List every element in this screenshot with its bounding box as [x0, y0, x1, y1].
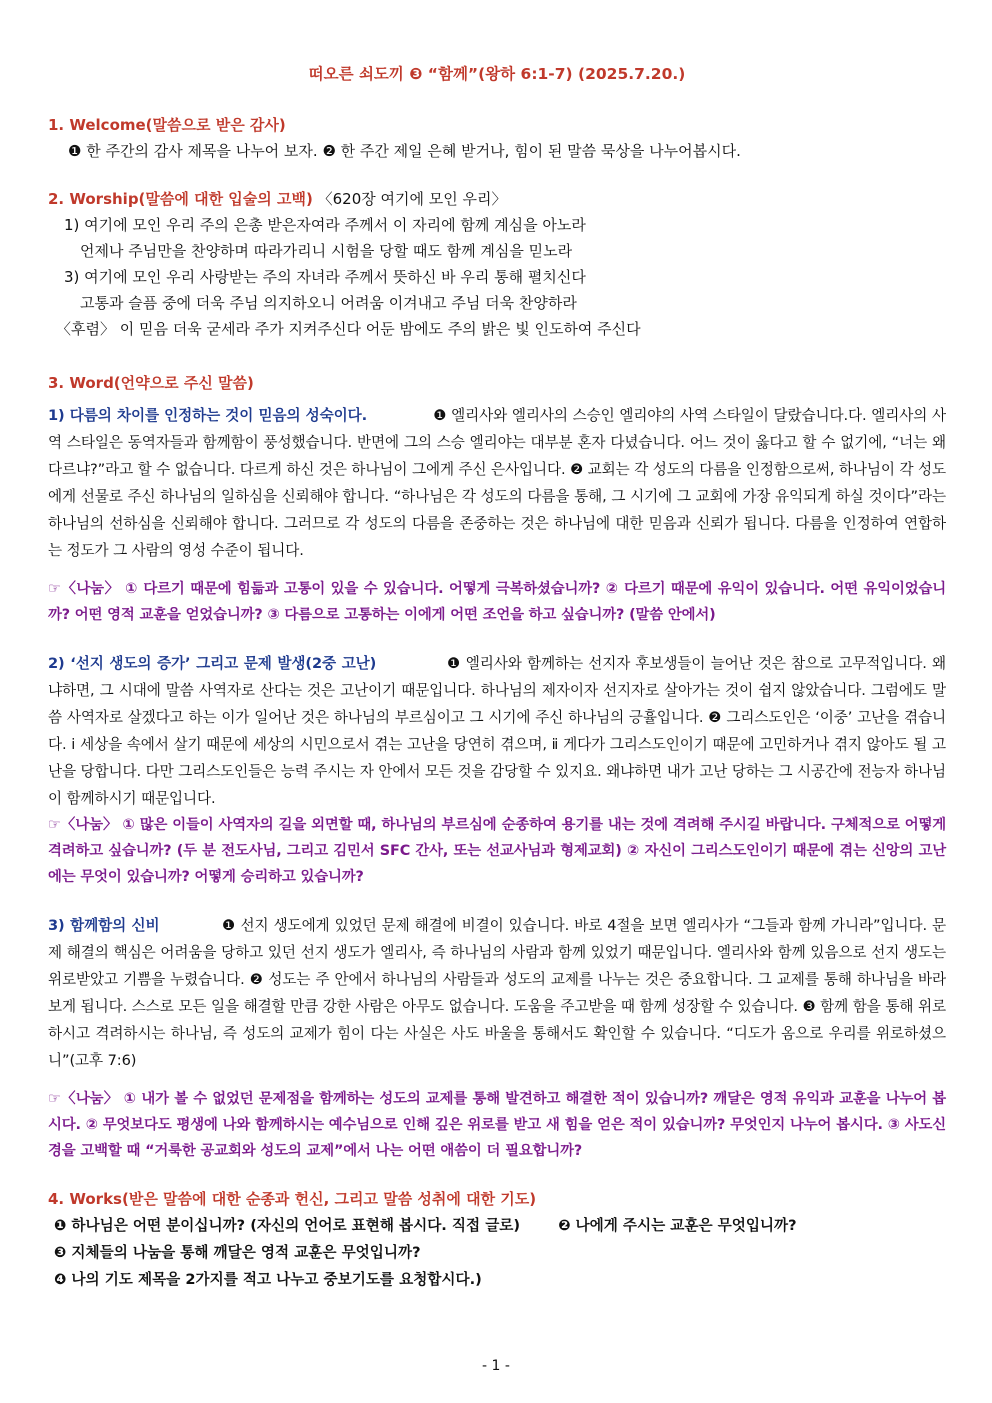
hymn-title: 〈620장 여기에 모인 우리〉 — [312, 190, 507, 208]
hymn-line: 1) 여기에 모인 우리 주의 은총 받은자여라 주께서 이 자리에 함께 계심을 아노라 — [64, 216, 586, 234]
point-title: 2) ‘선지 생도의 증가’ 그리고 문제 발생(2중 고난) — [48, 655, 377, 672]
word-point-2 — [48, 650, 946, 890]
point-body: ❶ 엘리사와 엘리사의 스승인 엘리야의 사역 스타일이 달랐습니다.다. 엘리사의 사역 스타일은 동역자들과 함께함이 풍성했습니다. 반면에 그의 스승 엘리야는 대부분 혼자 다녔습니다. 어느 것이 옳다고 할 수 없기에, “너는 왜 다르냐?”라고 할 수 없습니다. 다르게 하신 것은 하나님이 그에게 주신 은사입니다. ❷ 교회는 각 성도의 다름을 인정함으로써, 하나님이 각 성도에게 선물로 주신 하나님의 일하심을 신뢰해야 합니다. “하나님은 각 성도의 다름을 통해, 그 시기에 그 교회에 가장 유익되게 하실 것이다”라는 하나님의 선하심을 신뢰해야 합니다. 그러므로 각 성도의 다름을 존중하는 것은 하나님에 대한 믿음과 신뢰가 됩니다. 다름을 인정하여 연합하는 정도가 그 사람의 영성 수준이 됩니다. — [48, 407, 946, 559]
works-heading: 4. Works(받은 말씀에 대한 순종과 헌신, 그리고 말씀 성취에 대한 기도) — [48, 1190, 537, 1208]
point-paragraph — [48, 650, 946, 812]
document-page — [48, 62, 946, 1293]
works-item: ❹ 나의 기도 제목을 2가지를 적고 나누고 중보기도를 요청합시다.) — [54, 1271, 482, 1288]
point-title: 3) 함께함의 신비 — [48, 917, 160, 934]
welcome-text: ❶ 한 주간의 감사 제목을 나누어 보자. ❷ 한 주간 제일 은혜 받거나, 힘이 된 말씀 묵상을 나누어봅시다. — [68, 142, 741, 160]
point-paragraph — [48, 402, 946, 564]
point-paragraph — [48, 912, 946, 1074]
page-number: - 1 - — [482, 1358, 510, 1374]
section-worship — [48, 186, 946, 342]
point-title: 1) 다름의 차이를 인정하는 것이 믿음의 성숙이다. — [48, 407, 368, 424]
sharing-questions: ☞〈나눔〉 ① 다르기 때문에 힘듦과 고통이 있을 수 있습니다. 어떻게 극복하셨습니까? ② 다르기 때문에 유익이 있습니다. 어떤 유익이었습니까? 어떤 영적 교훈을 얻었습니까? ③ 다름으로 고통하는 이에게 어떤 조언을 하고 싶습니까? (말씀 안에서) — [48, 581, 946, 623]
section-word — [48, 370, 946, 1164]
worship-heading: 2. Worship(말씀에 대한 입술의 고백) — [48, 190, 313, 208]
works-row — [48, 1212, 946, 1239]
word-point-1 — [48, 402, 946, 628]
hymn-line: 언제나 주님만을 찬양하며 따라가리니 시험을 당할 때도 함께 계심을 믿노라 — [80, 242, 573, 260]
section-works — [48, 1186, 946, 1293]
hymn-line: 3) 여기에 모인 우리 사랑받는 주의 자녀라 주께서 뜻하신 바 우리 통해 펼치신다 — [64, 268, 586, 286]
section-welcome — [48, 112, 946, 164]
worship-heading-line — [48, 186, 946, 212]
works-item: ❷ 나에게 주시는 교훈은 무엇입니까? — [558, 1217, 797, 1234]
point-body: ❶ 엘리사와 함께하는 선지자 후보생들이 늘어난 것은 참으로 고무적입니다. 왜냐하면, 그 시대에 말씀 사역자로 산다는 것은 고난이기 때문입니다. 하나님의 제자이자 선지자로 살아가는 것이 쉽지 않았습니다. 그럼에도 말씀 사역자로 살겠다고 하는 이가 일어난 것은 하나님의 부르심이고 그 시기에 주신 하나님의 긍휼입니다. ❷ 그리스도인은 ‘이중’ 고난을 겪습니다. ⅰ 세상을 속에서 살기 때문에 세상의 시민으로서 겪는 고난을 당연히 겪으며, ⅱ 게다가 그리스도인이기 때문에 고민하거나 겪지 않아도 될 고난을 당합니다. 다만 그리스도인들은 능력 주시는 자 안에서 모든 것을 감당할 수 있지요. 왜냐하면 내가 고난 당하는 그 시공간에 전능자 하나님이 함께하시기 때문입니다. — [48, 655, 946, 807]
sharing-questions: ☞〈나눔〉 ① 내가 볼 수 없었던 문제점을 함께하는 성도의 교제를 통해 발견하고 해결한 적이 있습니까? 깨달은 영적 유익과 교훈을 나누어 봅시다. ② 무엇보다도 평생에 나와 함께하시는 예수님으로 인해 깊은 위로를 받고 새 힘을 얻은 적이 있습니까? 무엇인지 나누어 봅시다. ③ 사도신경을 고백할 때 “거룩한 공교회와 성도의 교제”에서 나는 어떤 애씀이 더 필요합니까? — [48, 1091, 946, 1159]
sharing-questions: ☞〈나눔〉 ① 많은 이들이 사역자의 길을 외면할 때, 하나님의 부르심에 순종하여 용기를 내는 것에 격려해 주시길 바랍니다. 구체적으로 어떻게 격려하고 싶습니까? (두 분 전도사님, 그리고 김민서 SFC 간사, 또는 선교사님과 형제교회) ② 자신이 그리스도인이기 때문에 겪는 신앙의 고난에는 무엇이 있습니까? 어떻게 승리하고 있습니까? — [48, 817, 946, 885]
point-body: ❶ 선지 생도에게 있었던 문제 해결에 비결이 있습니다. 바로 4절을 보면 엘리사가 “그들과 함께 가니라”입니다. 문제 해결의 핵심은 어려움을 당하고 있던 선지 생도가 엘리사, 즉 하나님의 사람과 함께 있었기 때문입니다. 엘리사와 함께 있음으로 선지 생도는 위로받았고 기쁨을 누렸습니다. ❷ 성도는 주 안에서 하나님의 사람들과 성도의 교제를 나누는 것은 중요합니다. 그 교제를 통해 하나님을 바라보게 됩니다. 스스로 모든 일을 해결할 만큼 강한 사람은 아무도 없습니다. 도움을 주고받을 때 함께 성장할 수 있습니다. ❸ 함께 함을 통해 위로하시고 격려하시는 하나님, 즉 성도의 교제가 힘이 다는 사실은 사도 바울을 통해서도 확인할 수 있습니다. “디도가 옴으로 우리를 위로하셨으니”(고후 7:6) — [48, 917, 947, 1069]
works-item: ❸ 지체들의 나눔을 통해 깨달은 영적 교훈은 무엇입니까? — [54, 1244, 421, 1261]
hymn-line: 고통과 슬픔 중에 더욱 주님 의지하오니 어려움 이겨내고 주님 더욱 찬양하라 — [80, 294, 577, 312]
hymn-refrain: 〈후렴〉 이 믿음 더욱 굳세라 주가 지켜주신다 어둔 밤에도 주의 밝은 빛 인도하여 주신다 — [56, 320, 641, 338]
word-point-3 — [48, 912, 946, 1164]
welcome-heading: 1. Welcome(말씀으로 받은 감사) — [48, 116, 286, 134]
word-heading: 3. Word(언약으로 주신 말씀) — [48, 374, 254, 392]
document-title: 떠오른 쇠도끼 ❸ “함께”(왕하 6:1-7) (2025.7.20.) — [308, 65, 686, 83]
works-item: ❶ 하나님은 어떤 분이십니까? (자신의 언어로 표현해 봅시다. 직접 글로) — [54, 1217, 521, 1234]
